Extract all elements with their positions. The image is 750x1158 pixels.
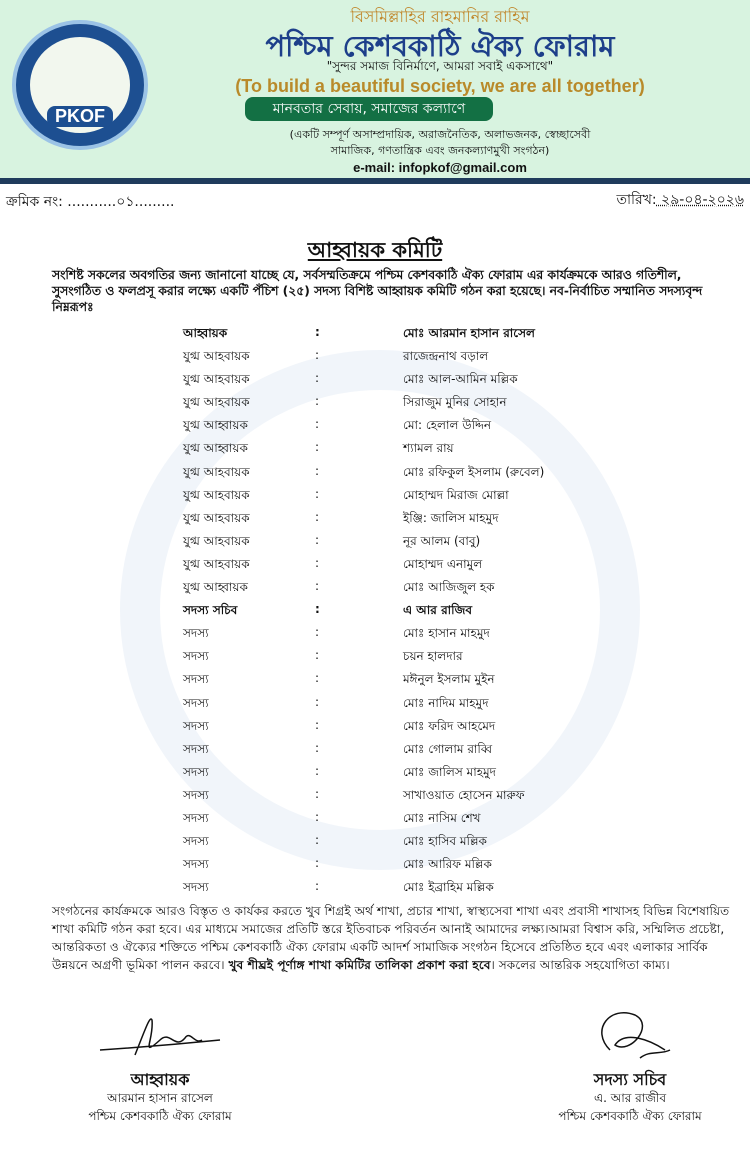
colon: : (315, 717, 320, 732)
colon: : (315, 463, 320, 478)
member-name: মোহাম্মদ এনামুল (403, 556, 483, 571)
org-description: (একটি সম্পূর্ণ অসাম্প্রদায়িক, অরাজনৈতিক, অলাভজনক, স্বেচ্ছাসেবী সামাজিক, গণতান্ত্রিক এবং জনকল্যাণমুখী সংগঠন) (289, 128, 591, 157)
member-row (0, 322, 750, 345)
member-name: সিরাজুম মুনির সোহান (403, 395, 507, 410)
member-row (0, 784, 750, 807)
member-role: যুগ্ম আহবায়ক (183, 556, 250, 571)
member-row (0, 345, 750, 368)
member-row (0, 692, 750, 715)
intro-paragraph: সংশিষ্ট সকলের অবগতির জন্য জানানো যাচ্ছে যে, সর্বসম্মতিক্রমে পশ্চিম কেশবকাঠি ঐক্য ফোরাম এর কার্যক্রমকে আরও গতিশীল, সুসংগঠিত ও ফলপ্রসূ করার লক্ষ্যে একটি পঁচিশ (২৫) সদস্য বিশিষ্ট আহ্বায়ক কমিটি গঠন করা হয়েছে। নব-নির্বাচিত সম্মানিত সদস্যবৃন্দ নিম্নরূপঃ (52, 268, 703, 314)
member-role: যুগ্ম আহবায়ক (183, 349, 250, 364)
member-name: মোঃ আরমান হাসান রাসেল (403, 326, 535, 340)
colon: : (315, 786, 320, 801)
member-row (0, 599, 750, 622)
colon: : (315, 417, 320, 432)
serial-number: ক্রমিক নং: ...........০১......... (6, 194, 175, 210)
colon: : (315, 602, 320, 617)
member-name: মোঃ জালিস মাহমুদ (403, 764, 496, 779)
colon: : (315, 856, 320, 871)
signature-image (570, 1000, 690, 1066)
member-row (0, 876, 750, 899)
colon: : (315, 879, 320, 894)
member-role: সদস্য সচিব (183, 603, 238, 618)
member-name: নূর আলম (বাবু) (403, 533, 481, 548)
member-row (0, 761, 750, 784)
member-role: যুগ্ম আহবায়ক (183, 395, 250, 410)
slogan-bn: "সুন্দর সমাজ বিনির্মাণে, আমরা সবাই একসাথে" (326, 59, 554, 73)
letterhead (0, 0, 750, 178)
signature-image (90, 1010, 230, 1066)
colon: : (315, 440, 320, 455)
member-name: মঈনুল ইসলাম মুইন (403, 672, 495, 687)
page-title: আহ্বায়ক কমিটি (307, 238, 443, 262)
colon: : (315, 394, 320, 409)
member-row (0, 414, 750, 437)
member-list (0, 322, 750, 899)
member-name: মোঃ আজিজুল হক (403, 580, 495, 595)
member-role: সদস্য (183, 741, 209, 756)
colon: : (315, 509, 320, 524)
colon: : (315, 325, 320, 339)
member-name: মোঃ হাসান মাহমুদ (403, 626, 490, 641)
member-role: যুগ্ম আহবায়ক (183, 487, 250, 502)
member-name: মোঃ হাসিব মল্লিক (403, 834, 487, 849)
closing-paragraph: সংগঠনের কার্যক্রমকে আরও বিস্তৃত ও কার্যকর করতে খুব শিগ্রই অর্থ শাখা, প্রচার শাখা, স্বাস্থ্যসেবা শাখা এবং প্রবাসী শাখাসহ বিভিন্ন বিশেষায়িত শাখা কমিটি গঠন করা হবে। এর মাধ্যমে সমাজের প্রতিটি স্তরে ইতিবাচক পরিবর্তন আনাই আমাদের লক্ষ্য।আমরা বিশ্বাস করি, সম্মিলিত প্রচেষ্টা, আন্তরিকতা ও ঐক্যের শক্তিতে পশ্চিম কেশবকাঠি ঐক্য ফোরাম একটি আদর্শ সামাজিক সংগঠন হিসেবে প্রতিষ্ঠিত হবে এবং এলাকার সার্বিক উন্নয়নে অগ্রণী ভূমিকা পালন করবে। খুব শীঘ্রই পূর্ণাঙ্গ শাখা কমিটির তালিকা প্রকাশ করা হবে। সকলের আন্তরিক সহযোগিতা কাম্য। (52, 904, 730, 972)
colon: : (315, 625, 320, 640)
member-row (0, 622, 750, 645)
member-name: মোঃ আরিফ মল্লিক (403, 857, 492, 872)
member-role: আহ্বায়ক (183, 326, 228, 340)
member-role: যুগ্ম আহবায়ক (183, 372, 250, 387)
signature-convener: আহ্বায়ক আরমান হাসান রাসেল পশ্চিম কেশবকাঠি ঐক্য ফোরাম (60, 1010, 260, 1125)
colon: : (315, 809, 320, 824)
member-name: মোঃ ফরিদ আহমেদ (403, 718, 496, 733)
member-name: ইঞ্জি: জালিস মাহমুদ (403, 510, 499, 525)
member-row (0, 484, 750, 507)
member-name: মোঃ গোলাম রাব্বি (403, 741, 493, 756)
member-role: যুগ্ম আহবায়ক (183, 510, 250, 525)
date: তারিখ: ২৯-০৪-২০২৬ (616, 192, 744, 208)
member-role: সদস্য (183, 810, 209, 825)
colon: : (315, 371, 320, 386)
member-role: যুগ্ম আহবায়ক (183, 533, 250, 548)
member-row (0, 807, 750, 830)
member-role: যুগ্ম আহবায়ক (183, 464, 250, 479)
member-row (0, 553, 750, 576)
member-name: সাখাওয়াত হোসেন মারুফ (403, 787, 525, 802)
slogan-en: (To build a beautiful society, we are all together) (235, 76, 645, 96)
email: e-mail: infopkof@gmail.com (353, 160, 527, 175)
member-row (0, 645, 750, 668)
member-name: মোঃ নাসিম শেখ (403, 810, 481, 825)
member-row (0, 507, 750, 530)
member-name: চয়ন হালদার (403, 649, 463, 664)
colon: : (315, 833, 320, 848)
signature-secretary: সদস্য সচিব এ. আর রাজীব পশ্চিম কেশবকাঠি ঐক্য ফোরাম (530, 1000, 730, 1125)
motto-badge: মানবতার সেবায়, সমাজের কল্যাণে (245, 97, 493, 121)
member-name: রাজেন্দ্রনাথ বড়াল (403, 349, 489, 364)
member-name: মোঃ আল-আমিন মল্লিক (403, 372, 518, 387)
member-role: সদস্য (183, 857, 209, 872)
member-row (0, 715, 750, 738)
member-name: মোহাম্মদ মিরাজ মোল্লা (403, 487, 509, 502)
colon: : (315, 532, 320, 547)
member-row (0, 853, 750, 876)
member-role: সদস্য (183, 695, 209, 710)
member-role: সদস্য (183, 649, 209, 664)
colon: : (315, 671, 320, 686)
member-role: সদস্য (183, 718, 209, 733)
member-row (0, 530, 750, 553)
colon: : (315, 694, 320, 709)
member-row (0, 830, 750, 853)
member-role: যুগ্ম আহ্বায়ক (183, 441, 248, 456)
colon: : (315, 579, 320, 594)
member-name: এ আর রাজিব (403, 603, 473, 618)
colon: : (315, 763, 320, 778)
member-name: শ্যামল রায় (403, 441, 454, 456)
member-role: যুগ্ম আহ্বায়ক (183, 580, 248, 595)
member-row (0, 391, 750, 414)
member-role: সদস্য (183, 880, 209, 895)
member-name: মোঃ নাদিম মাহমুদ (403, 695, 489, 710)
member-name: মোঃ ইব্রাহিম মল্লিক (403, 880, 494, 895)
bismillah: বিসমিল্লাহির রাহমানির রাহিম (350, 7, 530, 26)
member-role: সদস্য (183, 764, 209, 779)
member-name: মোঃ রফিকুল ইসলাম (রুবেল) (403, 464, 545, 479)
member-role: সদস্য (183, 787, 209, 802)
member-role: সদস্য (183, 834, 209, 849)
org-name: পশ্চিম কেশবকাঠি ঐক্য ফোরাম (265, 29, 615, 63)
member-row (0, 668, 750, 691)
colon: : (315, 486, 320, 501)
colon: : (315, 740, 320, 755)
member-row (0, 437, 750, 460)
pkof-logo: PKOF (12, 20, 148, 150)
member-row (0, 461, 750, 484)
member-role: সদস্য (183, 626, 209, 641)
member-name: মো: হেলাল উদ্দিন (403, 418, 492, 433)
member-row (0, 368, 750, 391)
colon: : (315, 555, 320, 570)
colon: : (315, 648, 320, 663)
member-role: যুগ্ম আহ্বায়ক (183, 418, 248, 433)
member-row (0, 576, 750, 599)
member-row (0, 738, 750, 761)
colon: : (315, 348, 320, 363)
divider (0, 178, 750, 184)
member-role: সদস্য (183, 672, 209, 687)
